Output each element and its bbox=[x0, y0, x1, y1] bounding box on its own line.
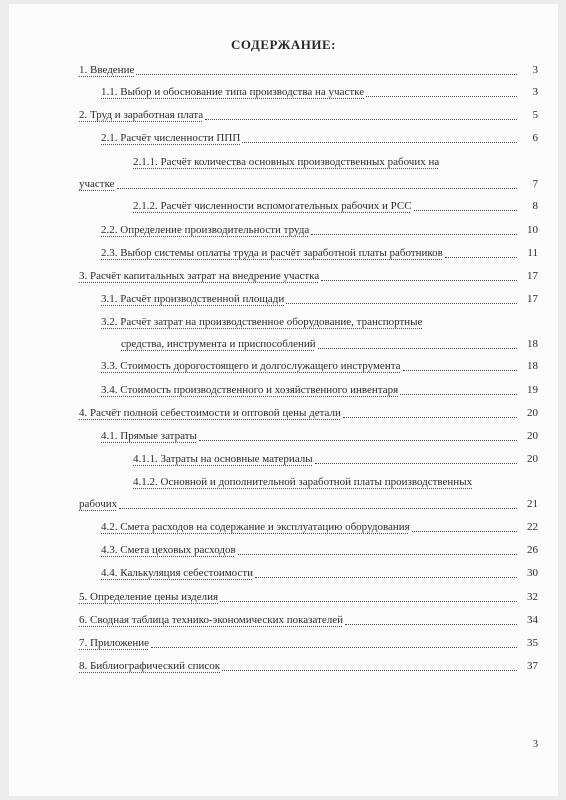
toc-entry-label-continued: участке bbox=[79, 178, 115, 190]
toc-leader-dots bbox=[403, 370, 517, 371]
toc-leader-dots bbox=[311, 234, 517, 235]
toc-entry bbox=[9, 268, 558, 284]
toc-entry-label: 3.2. Расчёт затрат на производственное оборудование, транспортные bbox=[101, 316, 423, 328]
toc-entry bbox=[9, 405, 558, 421]
toc-entry bbox=[9, 635, 558, 651]
toc-leader-dots bbox=[343, 417, 517, 418]
toc-entry-label: 1.1. Выбор и обоснование типа производства на участке bbox=[101, 86, 365, 98]
toc-leader-dots bbox=[414, 210, 517, 211]
toc-entry-page: 34 bbox=[527, 614, 538, 626]
toc-entry-page: 18 bbox=[527, 338, 538, 350]
toc-entry-label: 2.1.2. Расчёт численности вспомогательных рабочих и РСС bbox=[133, 200, 412, 212]
toc-entry-page: 3 bbox=[532, 86, 538, 98]
toc-leader-dots bbox=[242, 142, 517, 143]
toc-entry-label: 2. Труд и заработная плата bbox=[79, 109, 204, 121]
toc-entry-page: 10 bbox=[527, 224, 538, 236]
toc-leader-dots bbox=[400, 394, 517, 395]
toc-leader-dots bbox=[366, 96, 517, 97]
toc-entry-label: 3.4. Стоимость производственного и хозяйственного инвентаря bbox=[101, 384, 399, 396]
toc-entry-label: 7. Приложение bbox=[79, 637, 150, 649]
toc-entry-page: 37 bbox=[527, 660, 538, 672]
toc-entry-page: 22 bbox=[527, 521, 538, 533]
toc-entry-page: 21 bbox=[527, 498, 538, 510]
toc-leader-dots bbox=[286, 303, 517, 304]
toc-entry-page: 19 bbox=[527, 384, 538, 396]
toc-entry-label: 4.4. Калькуляция себестоимости bbox=[101, 567, 254, 579]
toc-entry bbox=[9, 62, 558, 78]
toc-entry-label: 2.2. Определение производительности труда bbox=[101, 224, 310, 236]
toc-entry-label: 4.1.1. Затраты на основные материалы bbox=[133, 453, 313, 465]
toc-entry-page: 26 bbox=[527, 544, 538, 556]
toc-entry bbox=[9, 358, 558, 374]
toc-entry bbox=[9, 84, 558, 100]
toc-entry-page: 17 bbox=[527, 270, 538, 282]
toc-entry bbox=[9, 107, 558, 123]
toc-leader-dots bbox=[345, 624, 517, 625]
toc-leader-dots bbox=[220, 601, 517, 602]
toc-leader-dots bbox=[412, 531, 517, 532]
toc-entry-page: 20 bbox=[527, 430, 538, 442]
toc-entry bbox=[9, 542, 558, 558]
toc-entry bbox=[9, 565, 558, 581]
toc-leader-dots bbox=[117, 188, 517, 189]
toc-entry-label: 2.1.1. Расчёт количества основных производственных рабочих на bbox=[133, 156, 440, 168]
toc-entry bbox=[9, 382, 558, 398]
toc-entry bbox=[9, 519, 558, 535]
toc-leader-dots bbox=[255, 577, 517, 578]
toc-entry-label: 3.1. Расчёт производственной площади bbox=[101, 293, 285, 305]
toc-entry-page: 20 bbox=[527, 453, 538, 465]
toc-leader-dots bbox=[445, 257, 517, 258]
toc-entry-page: 18 bbox=[527, 360, 538, 372]
toc-leader-dots bbox=[238, 554, 517, 555]
toc-entry bbox=[9, 589, 558, 605]
toc-leader-dots bbox=[136, 74, 517, 75]
toc-entry-page: 3 bbox=[532, 64, 538, 76]
toc-entry-label: 3.3. Стоимость дорогостоящего и долгослужащего инструмента bbox=[101, 360, 401, 372]
toc-entry bbox=[9, 612, 558, 628]
toc-entry-label: 4. Расчёт полной себестоимости и оптовой цены детали bbox=[79, 407, 341, 419]
toc-entry-page: 20 bbox=[527, 407, 538, 419]
toc-entry bbox=[9, 222, 558, 238]
toc-entry-label: 5. Определение цены изделия bbox=[79, 591, 219, 603]
toc-entry-page: 32 bbox=[527, 591, 538, 603]
toc-entry bbox=[9, 428, 558, 444]
toc-entry bbox=[9, 291, 558, 307]
page-number: 3 bbox=[533, 739, 538, 750]
toc-entry bbox=[9, 474, 558, 514]
toc-leader-dots bbox=[318, 348, 517, 349]
document-page bbox=[9, 4, 558, 796]
toc-entry bbox=[9, 154, 558, 194]
toc-entry-label: 1. Введение bbox=[79, 64, 135, 76]
toc-entry bbox=[9, 451, 558, 467]
toc-leader-dots bbox=[151, 647, 517, 648]
toc-entry-page: 11 bbox=[527, 247, 538, 259]
page-title: СОДЕРЖАНИЕ: bbox=[231, 37, 336, 52]
toc-entry-label: 2.3. Выбор системы оплаты труда и расчёт заработной платы работников bbox=[101, 247, 443, 259]
toc-entry-label: 3. Расчёт капитальных затрат на внедрение участка bbox=[79, 270, 320, 282]
toc-entry-page: 6 bbox=[532, 132, 538, 144]
toc-entry-label-continued: средства, инструмента и приспособлений bbox=[121, 338, 316, 350]
toc-entry bbox=[9, 245, 558, 261]
toc-entry-label: 4.1. Прямые затраты bbox=[101, 430, 197, 442]
toc-entry-label: 6. Сводная таблица технико-экономических показателей bbox=[79, 614, 344, 626]
toc-entry bbox=[9, 658, 558, 674]
toc-entry-page: 35 bbox=[527, 637, 538, 649]
toc-leader-dots bbox=[119, 508, 517, 509]
toc-entry-label-continued: рабочих bbox=[79, 498, 118, 510]
toc-entry-label: 4.3. Смета цеховых расходов bbox=[101, 544, 236, 556]
toc-entry-page: 17 bbox=[527, 293, 538, 305]
toc-entry-page: 7 bbox=[532, 178, 538, 190]
toc-entry-label: 4.1.2. Основной и дополнительной заработной платы производственных bbox=[133, 476, 473, 488]
toc-leader-dots bbox=[321, 280, 517, 281]
toc-leader-dots bbox=[222, 670, 517, 671]
toc-entry bbox=[9, 198, 558, 214]
toc-leader-dots bbox=[205, 119, 517, 120]
toc-entry-page: 8 bbox=[532, 200, 538, 212]
toc-leader-dots bbox=[199, 440, 517, 441]
toc-entry-page: 5 bbox=[532, 109, 538, 121]
toc-entry-page: 30 bbox=[527, 567, 538, 579]
toc-leader-dots bbox=[315, 463, 517, 464]
toc-entry bbox=[9, 130, 558, 146]
toc-entry bbox=[9, 314, 558, 354]
toc-entry-label: 4.2. Смета расходов на содержание и эксплуатацию оборудования bbox=[101, 521, 410, 533]
toc-entry-label: 8. Библиографический список bbox=[79, 660, 221, 672]
toc-entry-label: 2.1. Расчёт численности ППП bbox=[101, 132, 241, 144]
